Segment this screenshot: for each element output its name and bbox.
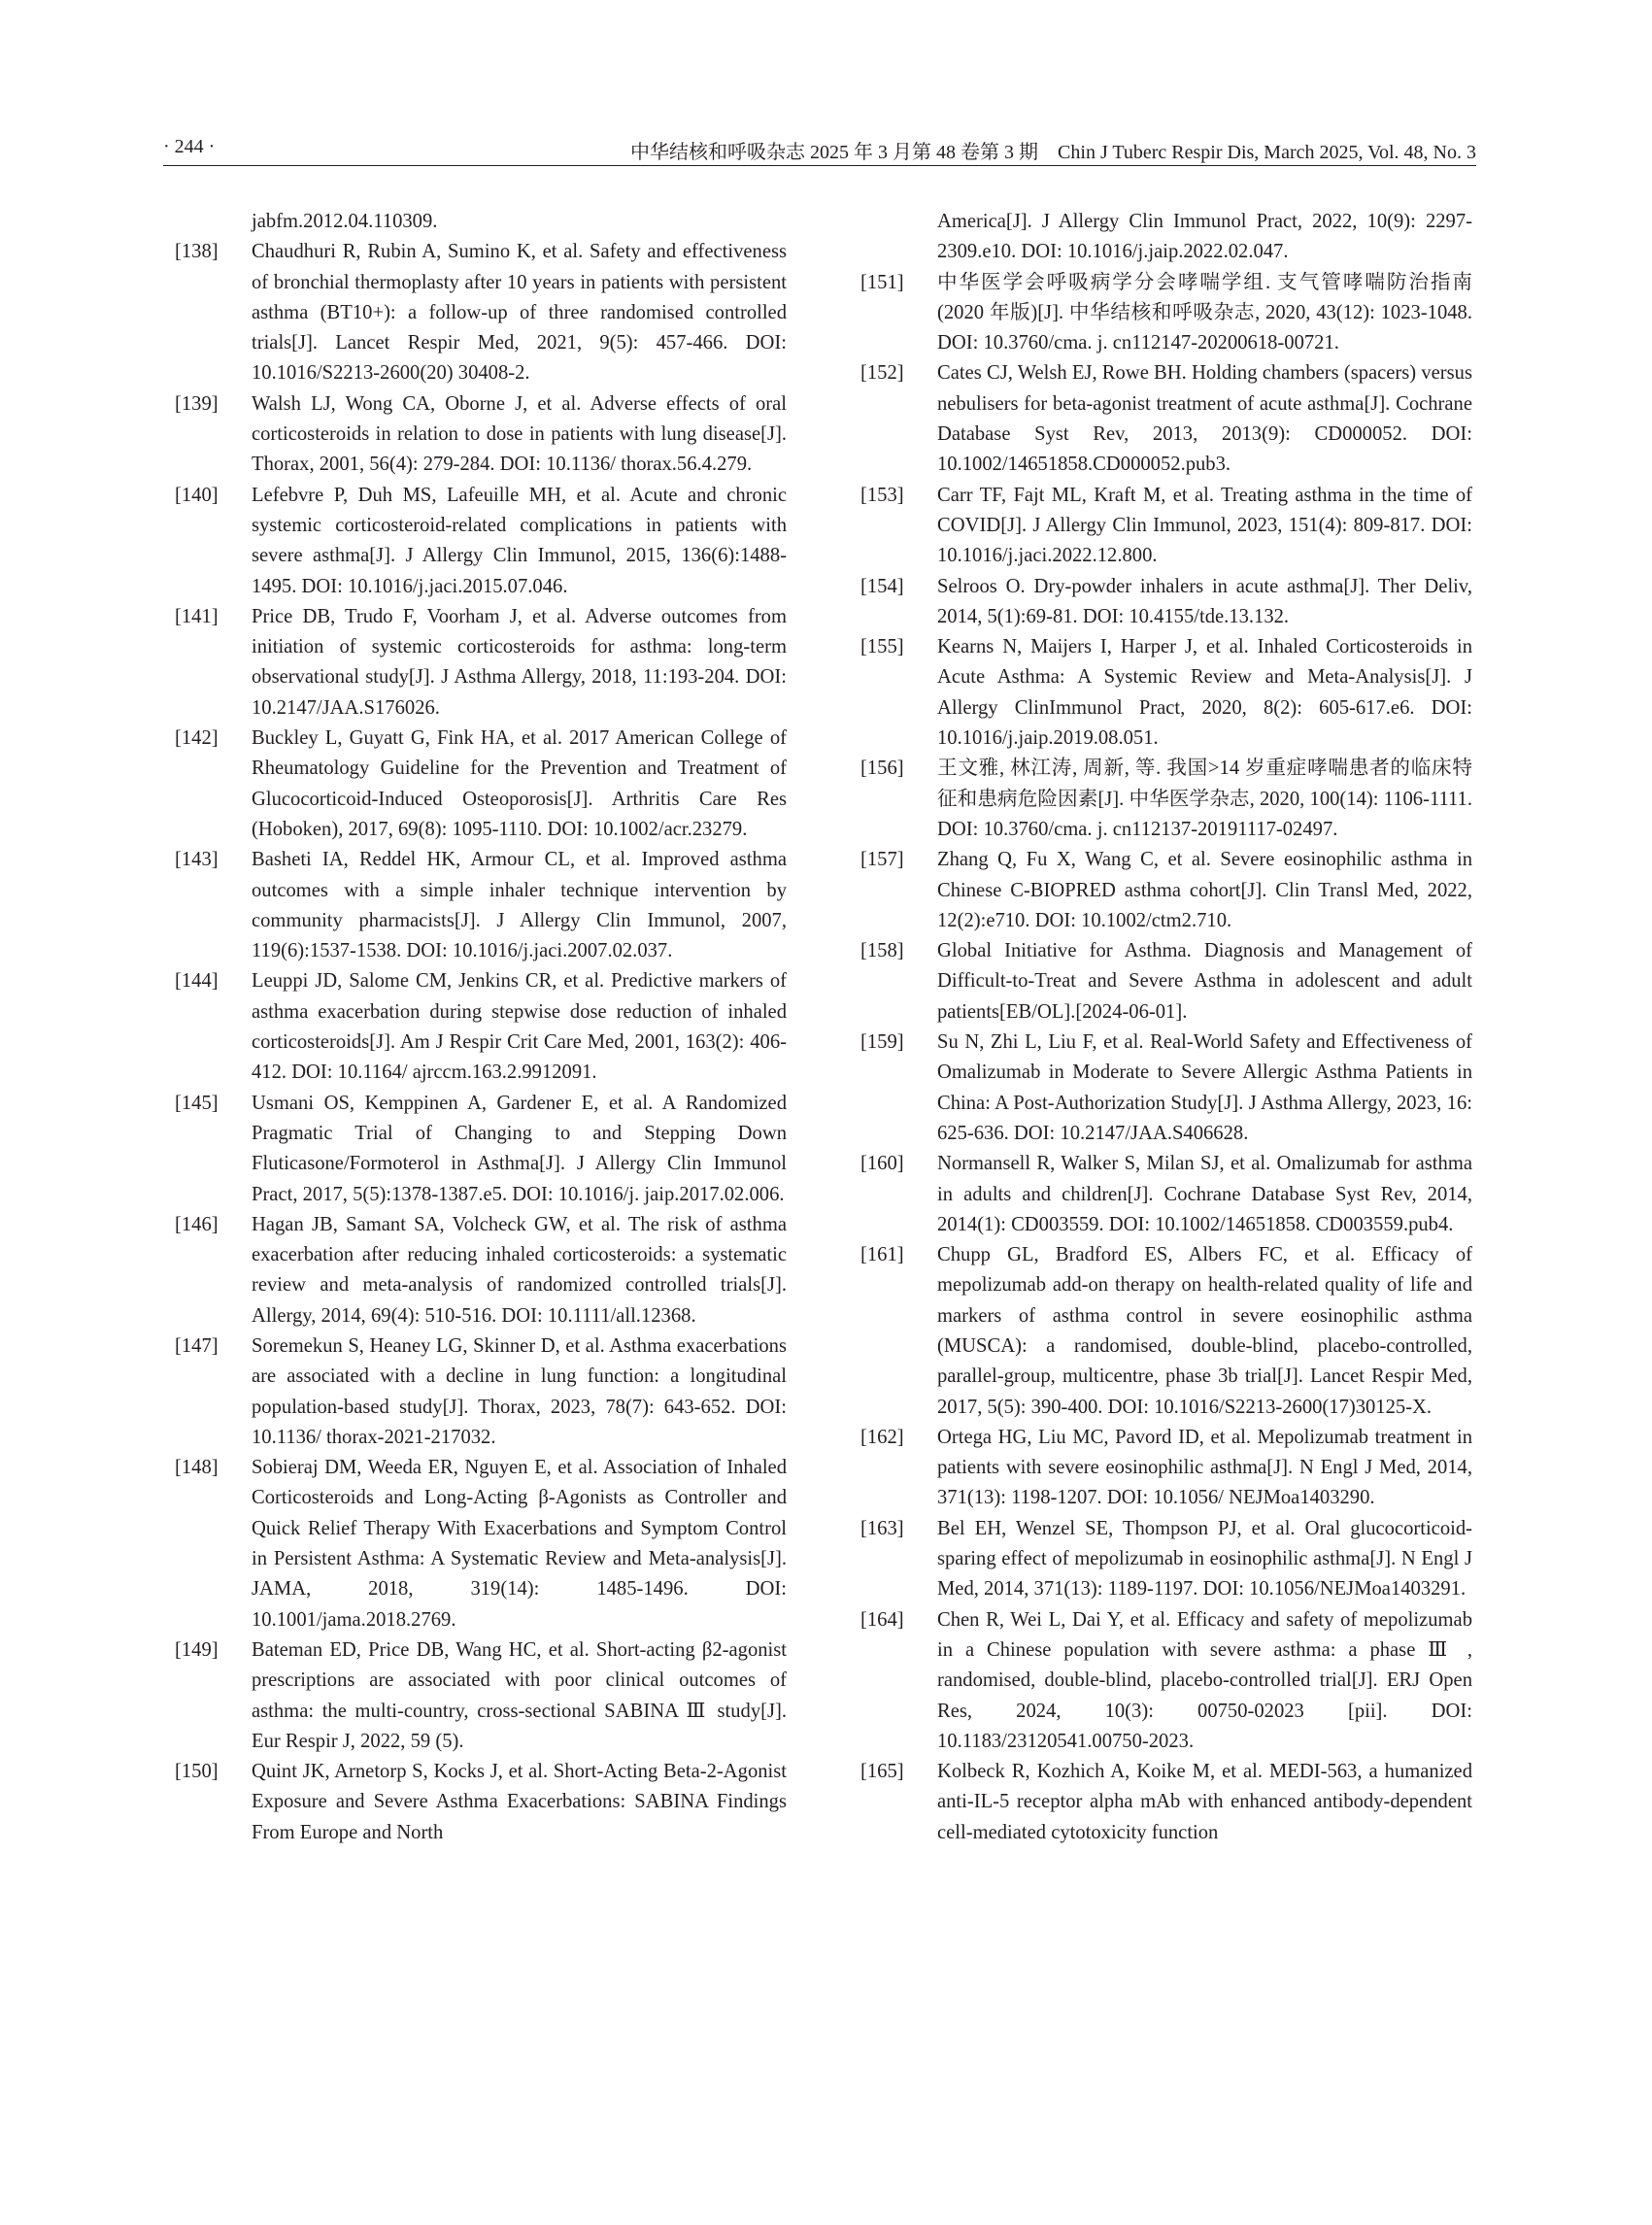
page-number: · 244 · xyxy=(163,136,216,157)
reference-number: [156] xyxy=(860,758,904,780)
reference-item xyxy=(860,1757,1472,1848)
reference-number: [141] xyxy=(175,605,219,627)
reference-text: Usmani OS, Kemppinen A, Gardener E, et al. A Randomized Pragmatic Trial of Changing to and Stepping Down Fluticasone/Formoterol in Asthma[J]. J Allergy Clin Immunol Pract, 2017, 5(5):1378-1387.e5. DOI: 10.1016/j. jaip.2017.02.006. xyxy=(252,1092,787,1205)
reference-number: [163] xyxy=(860,1517,904,1539)
reference-item xyxy=(860,1605,1472,1757)
reference-number: [157] xyxy=(860,849,904,871)
reference-text: Zhang Q, Fu X, Wang C, et al. Severe eosinophilic asthma in Chinese C-BIOPRED asthma cohort[J]. Clin Transl Med, 2022, 12(2):e710. DOI: 10.1002/ctm2.710. xyxy=(937,849,1472,931)
reference-item xyxy=(860,1028,1472,1149)
reference-number: [140] xyxy=(175,484,219,506)
reference-text: Selroos O. Dry-powder inhalers in acute asthma[J]. Ther Deliv, 2014, 5(1):69-81. DOI: 10.4155/tde.13.132. xyxy=(937,575,1472,627)
reference-number: [154] xyxy=(860,575,904,597)
reference-item xyxy=(860,845,1472,936)
reference-text: Soremekun S, Heaney LG, Skinner D, et al. Asthma exacerbations are associated with a decline in lung function: a longitudinal population-based study[J]. Thorax, 2023, 78(7): 643-652. DOI: 10.1136/ thorax-2021-217032. xyxy=(252,1334,787,1448)
reference-item xyxy=(175,966,787,1088)
reference-text: Ortega HG, Liu MC, Pavord ID, et al. Mepolizumab treatment in patients with severe eosinophilic asthma[J]. N Engl J Med, 2014, 371(13): 1198-1207. DOI: 10.1056/ NEJMoa1403290. xyxy=(937,1426,1472,1509)
reference-text: Chupp GL, Bradford ES, Albers FC, et al. Efficacy of mepolizumab add-on therapy on health-related quality of life and markers of asthma control in severe eosinophilic asthma (MUSCA): a randomised, double-blind, placebo-controlled, parallel-group, multicentre, phase 3b trial[J]. Lancet Respir Med, 2017, 5(5): 390-400. DOI: 10.1016/S2213-2600(17)30125-X. xyxy=(937,1244,1472,1418)
reference-item xyxy=(175,207,787,237)
reference-item xyxy=(175,1757,787,1848)
reference-number: [155] xyxy=(860,636,904,658)
reference-number: [162] xyxy=(860,1426,904,1448)
reference-text: 王文雅, 林江涛, 周新, 等. 我国>14 岁重症哮喘患者的临床特征和患病危险因素[J]. 中华医学杂志, 2020, 100(14): 1106-1111. DOI: 10.3760/cma. j. cn112137-20191117-02497. xyxy=(937,758,1472,840)
reference-text: Price DB, Trudo F, Voorham J, et al. Adverse outcomes from initiation of systemic corticosteroids for asthma: long-term observational study[J]. J Asthma Allergy, 2018, 11:193-204. DOI: 10.2147/JAA.S176026. xyxy=(252,605,787,719)
reference-text: Carr TF, Fajt ML, Kraft M, et al. Treating asthma in the time of COVID[J]. J Allergy Clin Immunol, 2023, 151(4): 809-817. DOI: 10.1016/j.jaci.2022.12.800. xyxy=(937,484,1472,567)
reference-number: [146] xyxy=(175,1213,219,1235)
reference-text: 中华医学会呼吸病学分会哮喘学组. 支气管哮喘防治指南(2020 年版)[J]. 中华结核和呼吸杂志, 2020, 43(12): 1023-1048. DOI: 10.3760/cma. j. cn112147-20200618-00721. xyxy=(937,271,1472,354)
reference-number: [143] xyxy=(175,849,219,871)
reference-item xyxy=(175,237,787,388)
reference-number: [165] xyxy=(860,1761,904,1783)
reference-number: [142] xyxy=(175,727,219,750)
reference-item xyxy=(175,1089,787,1210)
reference-item xyxy=(175,1210,787,1332)
reference-text: Kearns N, Maijers I, Harper J, et al. Inhaled Corticosteroids in Acute Asthma: A Systemic Review and Meta-Analysis[J]. J Allergy ClinImmunol Pract, 2020, 8(2): 605-617.e6. DOI: 10.1016/j.jaip.2019.08.051. xyxy=(937,636,1472,750)
reference-item xyxy=(175,481,787,602)
reference-text: Chaudhuri R, Rubin A, Sumino K, et al. Safety and effectiveness of bronchial thermoplasty after 10 years in patients with persistent asthma (BT10+): a follow-up of three randomised controlled trials[J]. Lancet Respir Med, 2021, 9(5): 457-466. DOI: 10.1016/S2213-2600(20) 30408-2. xyxy=(252,241,787,385)
reference-item xyxy=(175,845,787,966)
reference-item xyxy=(860,754,1472,845)
reference-text: Bel EH, Wenzel SE, Thompson PJ, et al. Oral glucocorticoid-sparing effect of mepolizumab in eosinophilic asthma[J]. N Engl J Med, 2014, 371(13): 1189-1197. DOI: 10.1056/NEJMoa1403291. xyxy=(937,1517,1472,1601)
reference-number: [149] xyxy=(175,1638,219,1661)
reference-text: Leuppi JD, Salome CM, Jenkins CR, et al. Predictive markers of asthma exacerbation during stepwise dose reduction of inhaled corticosteroids[J]. Am J Respir Crit Care Med, 2001, 163(2): 406-412. DOI: 10.1164/ ajrccm.163.2.9912091. xyxy=(252,970,787,1084)
reference-item xyxy=(860,207,1472,268)
reference-number: [153] xyxy=(860,484,904,506)
reference-number: [139] xyxy=(175,392,219,415)
reference-number: [144] xyxy=(175,970,219,993)
reference-text: Kolbeck R, Kozhich A, Koike M, et al. MEDI-563, a humanized anti-IL-5 receptor alpha mAb with enhanced antibody-dependent cell-mediated cytotoxicity function xyxy=(937,1761,1472,1843)
reference-text: America[J]. J Allergy Clin Immunol Pract, 2022, 10(9): 2297-2309.e10. DOI: 10.1016/j.jaip.2022.02.047. xyxy=(937,211,1472,263)
reference-item xyxy=(860,1240,1472,1423)
reference-item xyxy=(860,632,1472,754)
reference-text: jabfm.2012.04.110309. xyxy=(252,211,438,232)
reference-item xyxy=(860,1423,1472,1514)
reference-text: Hagan JB, Samant SA, Volcheck GW, et al. The risk of asthma exacerbation after reducing inhaled corticosteroids: a systematic review and meta-analysis of randomized controlled trials[J]. Allergy, 2014, 69(4): 510-516. DOI: 10.1111/all.12368. xyxy=(252,1213,787,1327)
reference-item xyxy=(175,602,787,724)
reference-text: Su N, Zhi L, Liu F, et al. Real-World Safety and Effectiveness of Omalizumab in Moderate to Severe Allergic Asthma Patients in China: A Post-Authorization Study[J]. J Asthma Allergy, 2023, 16: 625-636. DOI: 10.2147/JAA.S406628. xyxy=(937,1031,1472,1144)
reference-number: [145] xyxy=(175,1092,219,1114)
left-column xyxy=(175,207,787,1848)
reference-number: [147] xyxy=(175,1334,219,1357)
reference-number: [150] xyxy=(175,1761,219,1783)
reference-item xyxy=(860,572,1472,633)
reference-text: Lefebvre P, Duh MS, Lafeuille MH, et al. Acute and chronic systemic corticosteroid-related complications in patients with severe asthma[J]. J Allergy Clin Immunol, 2015, 136(6):1488-1495. DOI: 10.1016/j.jaci.2015.07.046. xyxy=(252,484,787,597)
reference-number: [152] xyxy=(860,362,904,385)
reference-text: Bateman ED, Price DB, Wang HC, et al. Short-acting β2-agonist prescriptions are associated with poor clinical outcomes of asthma: the multi-country, cross-sectional SABINA Ⅲ study[J]. Eur Respir J, 2022, 59 (5). xyxy=(252,1638,787,1752)
reference-text: Cates CJ, Welsh EJ, Rowe BH. Holding chambers (spacers) versus nebulisers for beta-agonist treatment of acute asthma[J]. Cochrane Database Syst Rev, 2013, 2013(9): CD000052. DOI: 10.1002/14651858.CD000052.pub3. xyxy=(937,362,1472,476)
reference-number: [164] xyxy=(860,1608,904,1631)
reference-text: Normansell R, Walker S, Milan SJ, et al. Omalizumab for asthma in adults and children[J]. Cochrane Database Syst Rev, 2014, 2014(1): CD003559. DOI: 10.1002/14651858. CD003559.pub4. xyxy=(937,1153,1472,1235)
reference-item xyxy=(175,1332,787,1453)
right-column xyxy=(860,207,1472,1848)
reference-item xyxy=(860,1514,1472,1605)
reference-item xyxy=(175,1635,787,1757)
reference-number: [160] xyxy=(860,1153,904,1175)
reference-item xyxy=(175,1453,787,1635)
reference-number: [138] xyxy=(175,241,219,263)
reference-text: Quint JK, Arnetorp S, Kocks J, et al. Short-Acting Beta-2-Agonist Exposure and Severe Asthma Exacerbations: SABINA Findings From Europe and North xyxy=(252,1761,787,1843)
reference-text: Chen R, Wei L, Dai Y, et al. Efficacy and safety of mepolizumab in a Chinese population with severe asthma: a phase Ⅲ , randomised, double-blind, placebo-controlled trial[J]. ERJ Open Res, 2024, 10(3): 00750-02023 [pii]. DOI: 10.1183/23120541.00750-2023. xyxy=(937,1608,1472,1752)
reference-text: Walsh LJ, Wong CA, Oborne J, et al. Adverse effects of oral corticosteroids in relation to dose in patients with lung disease[J]. Thorax, 2001, 56(4): 279-284. DOI: 10.1136/ thorax.56.4.279. xyxy=(252,392,787,476)
reference-number: [148] xyxy=(175,1457,219,1479)
reference-number: [159] xyxy=(860,1031,904,1054)
reference-item xyxy=(860,358,1472,480)
reference-item xyxy=(860,481,1472,572)
reference-text: Global Initiative for Asthma. Diagnosis and Management of Difficult-to-Treat and Severe Asthma in adolescent and adult patients[EB/OL].[2024-06-01]. xyxy=(937,940,1472,1023)
page-header xyxy=(163,132,1476,166)
reference-item xyxy=(860,268,1472,359)
reference-item xyxy=(175,724,787,845)
reference-text: Basheti IA, Reddel HK, Armour CL, et al. Improved asthma outcomes with a simple inhaler technique intervention by community pharmacists[J]. J Allergy Clin Immunol, 2007, 119(6):1537-1538. DOI: 10.1016/j.jaci.2007.02.037. xyxy=(252,849,787,962)
reference-item xyxy=(175,389,787,481)
reference-number: [161] xyxy=(860,1244,904,1266)
reference-text: Buckley L, Guyatt G, Fink HA, et al. 2017 American College of Rheumatology Guideline for the Prevention and Treatment of Glucocorticoid-Induced Osteoporosis[J]. Arthritis Care Res (Hoboken), 2017, 69(8): 1095-1110. DOI: 10.1002/acr.23279. xyxy=(252,727,787,840)
reference-number: [151] xyxy=(860,271,904,293)
journal-running-title: 中华结核和呼吸杂志 2025 年 3 月第 48 卷第 3 期 Chin J Tuberc Respir Dis, March 2025, Vol. 48, No. 3 xyxy=(630,142,1476,163)
reference-number: [158] xyxy=(860,940,904,962)
reference-item xyxy=(860,936,1472,1028)
reference-text: Sobieraj DM, Weeda ER, Nguyen E, et al. Association of Inhaled Corticosteroids and Long-Acting β-Agonists as Controller and Quick Relief Therapy With Exacerbations and Symptom Control in Persistent Asthma: A Systematic Review and Meta-analysis[J]. JAMA, 2018, 319(14): 1485-1496. DOI: 10.1001/jama.2018.2769. xyxy=(252,1457,787,1631)
reference-item xyxy=(860,1149,1472,1240)
